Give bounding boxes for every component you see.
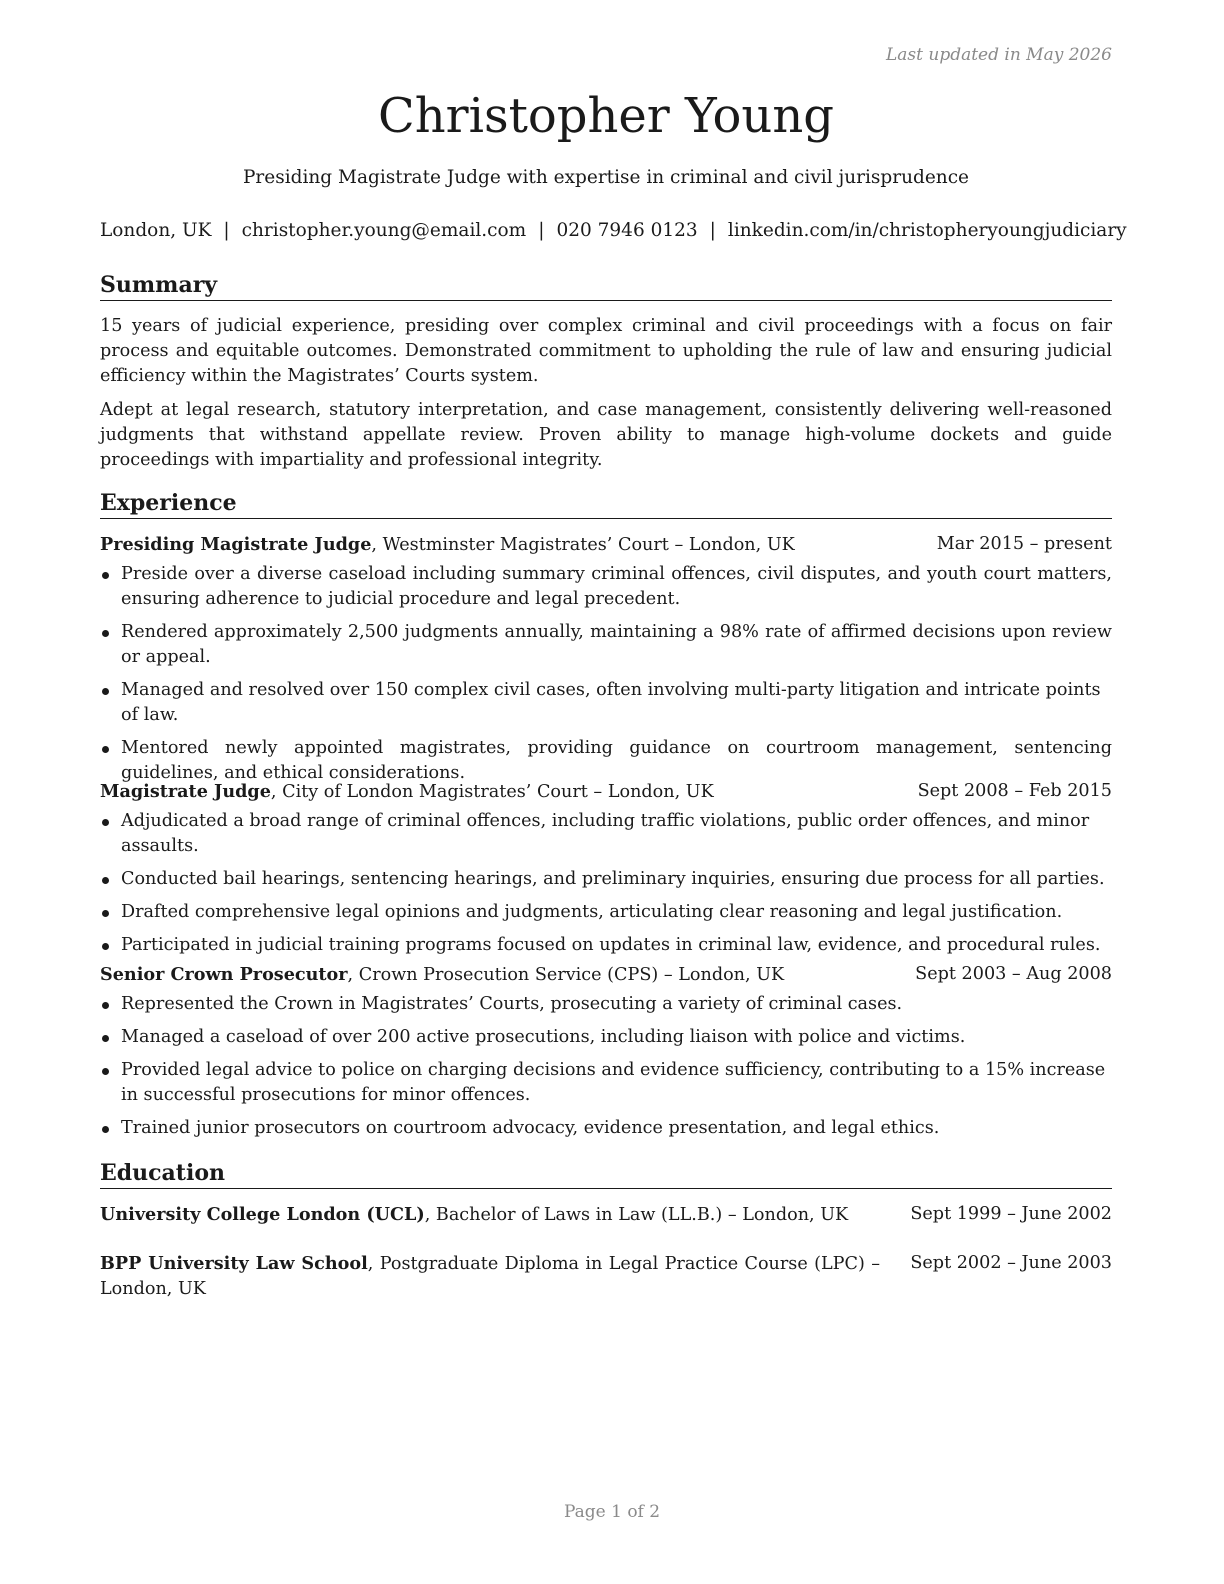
education-detail: , Postgraduate Diploma in Legal Practice Course (LPC) – London, UK [100,1254,880,1299]
education-school: University College London (UCL) [100,1204,425,1225]
job-bullet: Conducted bail hearings, sentencing hearings, and preliminary inquiries, ensuring due process for all parties. [100,867,1118,892]
contact-separator: | [709,220,716,241]
job-bullet: Mentored newly appointed magistrates, providing guidance on courtroom management, sentencing guidelines, and ethical considerations. [100,736,1112,786]
education-dates: Sept 2002 – June 2003 [910,1253,1112,1273]
job-bullet: Drafted comprehensive legal opinions and judgments, articulating clear reasoning and legal justification. [100,900,1118,925]
job-org: , Crown Prosecution Service (CPS) – London, UK [347,965,785,985]
job-role: Magistrate Judge [100,781,271,802]
page-number: Page 1 of 2 [563,1502,661,1522]
job-role: Senior Crown Prosecutor [100,964,348,985]
contact-phone: 020 7946 0123 [556,220,698,241]
last-updated-note: Last updated in May 2026 [885,45,1112,65]
job-bullet: Managed and resolved over 150 complex civil cases, often involving multi-party litigation and intricate points of law. [100,678,1118,728]
education-text [100,1202,880,1228]
education-school: BPP University Law School [100,1253,368,1274]
job-org: , Westminster Magistrates’ Court – London, UK [371,535,795,555]
job-org: , City of London Magistrates’ Court – London, UK [270,782,714,802]
education-text [100,1251,880,1302]
job-dates: Mar 2015 – present [936,534,1112,554]
job-bullet: Provided legal advice to police on charging decisions and evidence sufficiency, contributing to a 15% increase in successful prosecutions for minor offences. [100,1058,1112,1108]
job-bullet: Managed a caseload of over 200 active prosecutions, including liaison with police and victims. [100,1025,1118,1050]
job-dates: Sept 2008 – Feb 2015 [917,781,1112,801]
job-bullet: Preside over a diverse caseload including summary criminal offences, civil disputes, and youth court matters, ensuring adherence to judicial procedure and legal precedent. [100,562,1112,612]
contact-linkedin[interactable]: linkedin.com/in/christopheryoungjudiciary [727,220,1127,241]
job-bullet: Participated in judicial training programs focused on updates in criminal law, evidence, and procedural rules. [100,933,1118,958]
job-bullet-list [100,992,1118,1149]
headline: Presiding Magistrate Judge with expertise in criminal and civil jurisprudence [242,167,970,188]
job-bullet: Adjudicated a broad range of criminal offences, including traffic violations, public order offences, and minor assaults. [100,809,1118,859]
job-bullet-list [100,809,1118,966]
job-bullet: Trained junior prosecutors on courtroom advocacy, evidence presentation, and legal ethics. [100,1116,1118,1141]
education-item [100,1251,1112,1302]
section-title-education: Education [100,1159,1112,1189]
job-header [100,962,1112,988]
job-bullet: Represented the Crown in Magistrates’ Courts, prosecuting a variety of criminal cases. [100,992,1118,1017]
job-bullet-list [100,562,1118,794]
section-title-experience: Experience [100,489,1112,519]
contact-location: London, UK [100,220,212,241]
summary-paragraph: 15 years of judicial experience, presiding over complex criminal and civil proceedings with a focus on fair process and equitable outcomes. Demonstrated commitment to upholding the rule of law and ensuring judicial efficiency within the Magistrates’ Courts system. [100,316,1112,386]
education-detail: , Bachelor of Laws in Law (LL.B.) – London, UK [424,1205,849,1225]
job-header [100,532,1112,558]
job-dates: Sept 2003 – Aug 2008 [915,964,1112,984]
education-item [100,1202,1112,1228]
summary-paragraph: Adept at legal research, statutory interpretation, and case management, consistently delivering well-reasoned judgments that withstand appellate review. Proven ability to manage high-volume dockets and guide proceedings with impartiality and professional integrity. [100,400,1112,470]
section-title-summary: Summary [100,271,1112,301]
job-bullet: Rendered approximately 2,500 judgments annually, maintaining a 98% rate of affirmed decisions upon review or appeal. [100,620,1112,670]
contact-line [100,220,1127,241]
education-dates: Sept 1999 – June 2002 [910,1204,1112,1224]
contact-separator: | [223,220,230,241]
job-header [100,779,1112,805]
candidate-name: Christopher Young [378,88,834,144]
contact-email[interactable]: christopher.young@email.com [241,220,527,241]
job-role: Presiding Magistrate Judge [100,534,372,555]
contact-separator: | [538,220,545,241]
